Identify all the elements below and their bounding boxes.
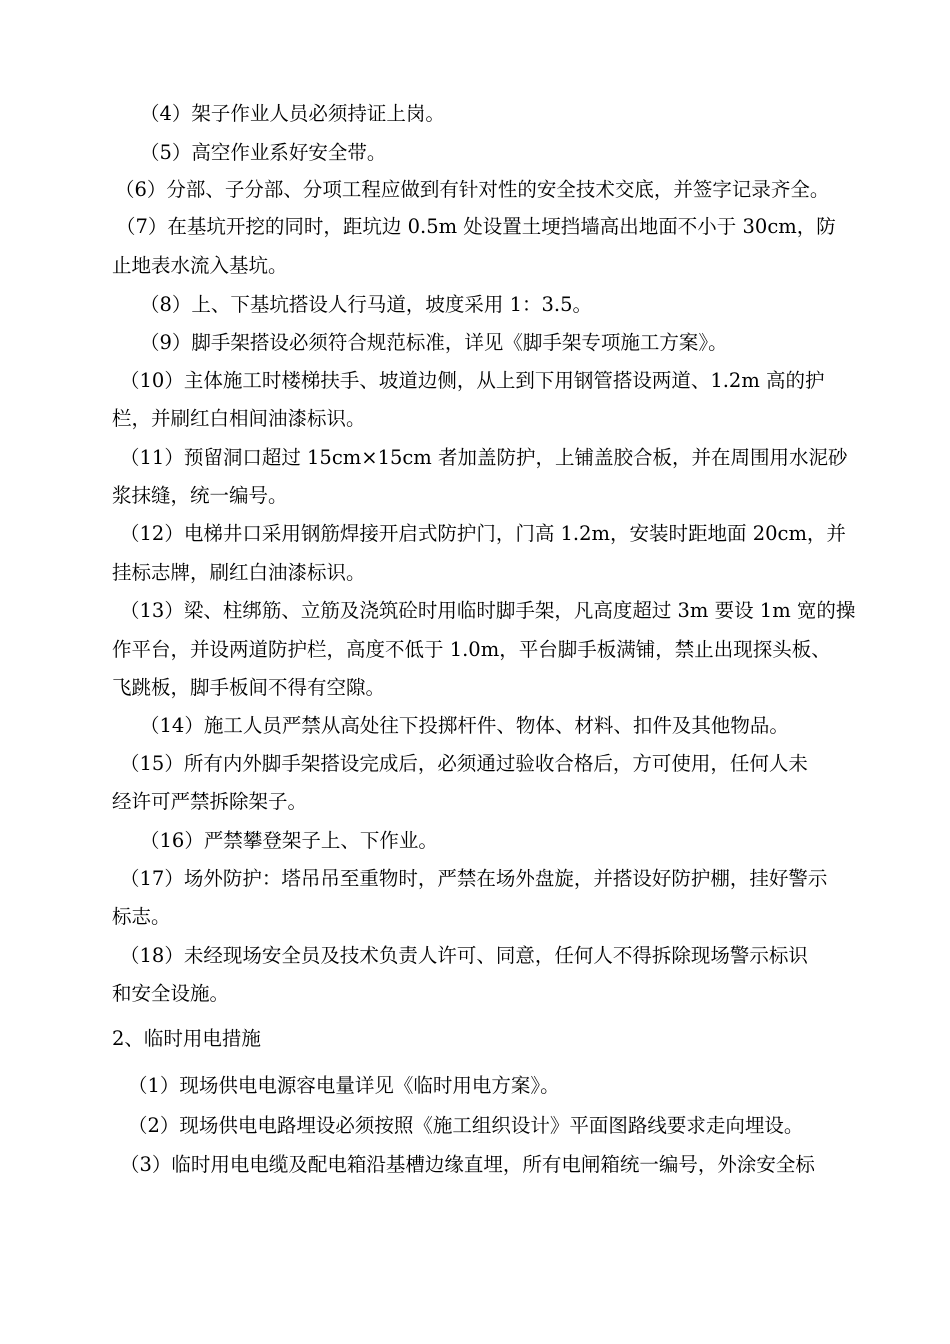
text-line: （11）预留洞口超过 15cm×15cm 者加盖防护，上铺盖胶合板，并在周围用水泥砂 bbox=[120, 446, 848, 469]
text-line: 标志。 bbox=[112, 905, 171, 928]
text-line: 作平台，并设两道防护栏，高度不低于 1.0m，平台脚手板满铺，禁止出现探头板、 bbox=[112, 638, 831, 661]
text-line: （14）施工人员严禁从高处往下投掷杆件、物体、材料、扣件及其他物品。 bbox=[140, 714, 789, 737]
text-line: （3）临时用电电缆及配电箱沿基槽边缘直埋，所有电闸箱统一编号，外涂安全标 bbox=[120, 1153, 815, 1176]
text-line: 浆抹缝，统一编号。 bbox=[112, 484, 288, 507]
text-line: （1）现场供电电源容电量详见《临时用电方案》。 bbox=[128, 1074, 560, 1097]
text-line: （13）梁、柱绑筋、立筋及浇筑砼时用临时脚手架，凡高度超过 3m 要设 1m 宽的操 bbox=[120, 599, 856, 622]
text-line: 栏，并刷红白相间油漆标识。 bbox=[112, 407, 366, 430]
text-line: （17）场外防护：塔吊吊至重物时，严禁在场外盘旋，并搭设好防护棚，挂好警示 bbox=[120, 867, 828, 890]
text-line: （6）分部、子分部、分项工程应做到有针对性的安全技术交底，并签字记录齐全。 bbox=[115, 178, 830, 201]
text-line: （9）脚手架搭设必须符合规范标准，详见《脚手架专项施工方案》。 bbox=[140, 331, 728, 354]
text-line: （10）主体施工时楼梯扶手、坡道边侧，从上到下用钢管搭设两道、1.2m 高的护 bbox=[120, 369, 825, 392]
text-line: （5）高空作业系好安全带。 bbox=[140, 141, 387, 164]
text-line: （4）架子作业人员必须持证上岗。 bbox=[140, 102, 445, 125]
text-line: （7）在基坑开挖的同时，距坑边 0.5m 处设置土埂挡墙高出地面不小于 30cm，防 bbox=[116, 215, 836, 238]
text-line: （2）现场供电电路埋设必须按照《施工组织设计》平面图路线要求走向埋设。 bbox=[128, 1114, 804, 1137]
text-line: （16）严禁攀登架子上、下作业。 bbox=[140, 829, 438, 852]
text-line: 挂标志牌，刷红白油漆标识。 bbox=[112, 561, 366, 584]
text-line: 经许可严禁拆除架子。 bbox=[112, 790, 308, 813]
text-line: 止地表水流入基坑。 bbox=[112, 254, 288, 277]
text-line: （8）上、下基坑搭设人行马道，坡度采用 1：3.5。 bbox=[140, 293, 593, 316]
text-line: （15）所有内外脚手架搭设完成后，必须通过验收合格后，方可使用，任何人未 bbox=[120, 752, 808, 775]
section-heading: 2、临时用电措施 bbox=[112, 1027, 261, 1050]
text-line: （12）电梯井口采用钢筋焊接开启式防护门，门高 1.2m，安装时距地面 20cm，并 bbox=[120, 522, 846, 545]
text-line: （18）未经现场安全员及技术负责人许可、同意，任何人不得拆除现场警示标识 bbox=[120, 944, 808, 967]
section-heading: 和安全设施。 bbox=[112, 982, 230, 1005]
text-line: 飞跳板，脚手板间不得有空隙。 bbox=[112, 676, 386, 699]
